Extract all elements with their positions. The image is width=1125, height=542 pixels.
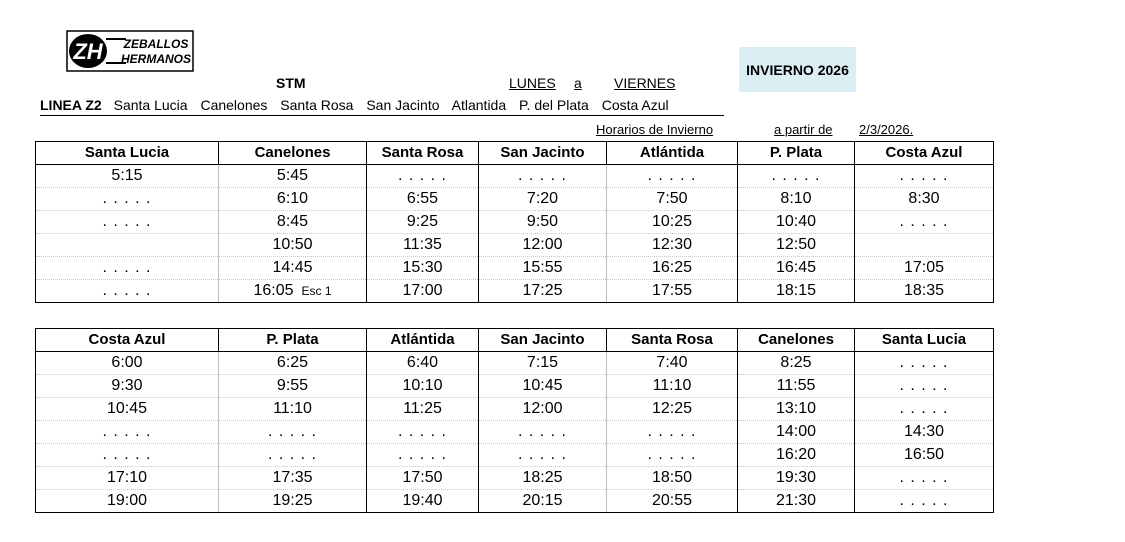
days-separator: a: [574, 75, 582, 91]
column-header: Costa Azul: [855, 142, 994, 165]
time-value: 10:45: [522, 377, 563, 394]
time-value: 10:50: [272, 236, 313, 253]
time-value: 11:55: [776, 377, 816, 394]
time-cell: [855, 375, 994, 398]
time-value: 11:10: [273, 400, 312, 417]
time-value: . . . . .: [397, 446, 447, 463]
timetable-outbound: [35, 141, 994, 303]
time-cell: [855, 188, 994, 211]
time-value: . . . . .: [647, 167, 697, 184]
time-cell: [219, 188, 367, 211]
time-cell: [36, 444, 219, 467]
time-cell: [855, 421, 994, 444]
time-value: 15:55: [522, 259, 563, 276]
time-value: 20:15: [522, 492, 563, 509]
time-cell: [738, 352, 855, 375]
column-header: Atlántida: [367, 329, 479, 352]
route-stop: Costa Azul: [601, 97, 669, 113]
table-row: [36, 421, 994, 444]
time-value: 12:00: [522, 400, 563, 417]
time-cell: [36, 234, 219, 257]
days-to: VIERNES: [614, 75, 676, 91]
time-value: 6:55: [406, 190, 439, 207]
route-stop: Canelones: [200, 97, 268, 113]
time-cell: [219, 444, 367, 467]
column-header: P. Plata: [738, 142, 855, 165]
route-line: [40, 96, 724, 116]
time-value: 7:20: [526, 190, 559, 207]
time-value: 7:50: [656, 190, 688, 207]
time-value: 17:35: [272, 469, 313, 486]
route-stop: Santa Rosa: [280, 97, 354, 113]
table-row: [36, 467, 994, 490]
time-cell: [367, 490, 479, 513]
time-value: 16:45: [775, 259, 817, 276]
time-cell: [607, 398, 738, 421]
table-row: [36, 352, 994, 375]
time-value: 19:40: [402, 492, 443, 509]
time-cell: [479, 444, 607, 467]
time-cell: [36, 211, 219, 234]
time-cell: [855, 467, 994, 490]
time-value: 8:45: [276, 213, 309, 230]
time-cell: [367, 234, 479, 257]
time-value: 5:45: [276, 167, 309, 184]
time-value: 12:25: [651, 400, 693, 417]
time-value: . . . . .: [397, 423, 447, 440]
time-value: . . . . .: [397, 167, 447, 184]
time-value: 18:15: [775, 282, 817, 299]
time-value: 11:25: [403, 400, 442, 417]
time-value: . . . . .: [267, 423, 317, 440]
column-header: Santa Rosa: [607, 329, 738, 352]
time-value: 6:00: [111, 354, 143, 371]
time-value: . . . . .: [899, 167, 949, 184]
valid-from-label: a partir de: [774, 122, 833, 137]
column-header: P. Plata: [219, 329, 367, 352]
column-header: San Jacinto: [479, 329, 607, 352]
time-value: 6:10: [276, 190, 309, 207]
time-cell: [36, 467, 219, 490]
season-badge: [739, 47, 856, 92]
time-cell: [855, 211, 994, 234]
column-header: San Jacinto: [479, 142, 607, 165]
time-cell: [738, 234, 855, 257]
time-cell: [219, 280, 367, 303]
time-cell: [607, 257, 738, 280]
column-header: Santa Lucia: [855, 329, 994, 352]
time-cell: [219, 234, 367, 257]
time-cell: [738, 188, 855, 211]
time-value: 18:35: [903, 282, 945, 299]
column-header: Costa Azul: [36, 329, 219, 352]
time-value: 18:50: [651, 469, 693, 486]
time-cell: [738, 211, 855, 234]
time-value: 17:25: [522, 282, 563, 299]
time-cell: [607, 421, 738, 444]
time-cell: [219, 375, 367, 398]
time-value: 17:05: [903, 259, 945, 276]
time-cell: [607, 211, 738, 234]
schedule-footnote: Esc 1: [301, 284, 332, 298]
time-cell: [855, 398, 994, 421]
time-value: 12:50: [775, 236, 817, 253]
time-cell: [738, 280, 855, 303]
time-cell: [36, 352, 219, 375]
time-value: 17:55: [651, 282, 693, 299]
time-value: 13:10: [775, 400, 817, 417]
time-value: . . . . .: [647, 423, 697, 440]
time-value: 6:40: [406, 354, 439, 371]
time-value: 16:25: [651, 259, 693, 276]
time-value: . . . . .: [899, 354, 949, 371]
time-cell: [367, 352, 479, 375]
column-header: Canelones: [738, 329, 855, 352]
time-cell: [479, 467, 607, 490]
time-value: . . . . .: [102, 282, 152, 299]
time-value: 7:15: [526, 354, 559, 371]
time-cell: [479, 352, 607, 375]
time-cell: [607, 352, 738, 375]
time-value: 16:20: [775, 446, 817, 463]
table-row: [36, 444, 994, 467]
table-row: [36, 398, 994, 421]
time-cell: [738, 398, 855, 421]
time-value: 8:30: [908, 190, 940, 207]
time-value: 6:25: [276, 354, 309, 371]
time-cell: [219, 352, 367, 375]
time-cell: [738, 375, 855, 398]
time-value: . . . . .: [647, 446, 697, 463]
time-value: 19:00: [106, 492, 148, 509]
time-value: 19:30: [775, 469, 817, 486]
company-logo: [66, 30, 194, 72]
time-value: 8:10: [780, 190, 812, 207]
time-value: . . . . .: [267, 446, 317, 463]
time-cell: [738, 165, 855, 188]
time-value: . . . . .: [771, 167, 821, 184]
time-cell: [36, 165, 219, 188]
time-cell: [36, 490, 219, 513]
time-cell: [479, 257, 607, 280]
time-value: 10:10: [402, 377, 443, 394]
time-cell: [738, 257, 855, 280]
time-cell: [607, 188, 738, 211]
time-value: 11:35: [403, 236, 442, 253]
time-cell: [479, 234, 607, 257]
operator-label: STM: [276, 75, 306, 91]
time-value: 16:50: [903, 446, 945, 463]
time-value: 15:30: [402, 259, 443, 276]
table-row: [36, 257, 994, 280]
table-row: [36, 234, 994, 257]
time-value: . . . . .: [517, 423, 567, 440]
logo-line2: HERMANOS: [120, 52, 192, 66]
column-header: Santa Rosa: [367, 142, 479, 165]
time-value: 8:25: [780, 354, 812, 371]
time-value: 10:25: [651, 213, 693, 230]
time-cell: [855, 444, 994, 467]
time-cell: [36, 280, 219, 303]
time-cell: [367, 467, 479, 490]
timetable-return: [35, 328, 994, 513]
column-header: Atlántida: [607, 142, 738, 165]
time-value: . . . . .: [102, 446, 152, 463]
time-cell: [607, 467, 738, 490]
time-value: . . . . .: [102, 213, 152, 230]
time-cell: [855, 257, 994, 280]
time-value: 18:25: [522, 469, 563, 486]
time-value: 9:55: [276, 377, 309, 394]
line-code: LINEA Z2: [40, 97, 102, 113]
time-cell: [219, 421, 367, 444]
time-value: 7:40: [656, 354, 688, 371]
time-cell: [738, 467, 855, 490]
time-cell: [479, 211, 607, 234]
time-cell: [479, 421, 607, 444]
time-cell: [738, 490, 855, 513]
time-cell: [479, 188, 607, 211]
time-value: 17:00: [402, 282, 443, 299]
time-cell: [367, 444, 479, 467]
time-cell: [36, 188, 219, 211]
days-from: LUNES: [509, 75, 556, 91]
time-cell: [855, 352, 994, 375]
time-cell: [367, 211, 479, 234]
column-header: Santa Lucia: [36, 142, 219, 165]
logo-line1: ZEBALLOS: [123, 37, 189, 51]
table-row: [36, 280, 994, 303]
route-stop: Santa Lucia: [113, 97, 188, 113]
time-cell: [219, 211, 367, 234]
time-value: . . . . .: [102, 190, 152, 207]
time-cell: [479, 398, 607, 421]
time-cell: [607, 234, 738, 257]
time-cell: [219, 467, 367, 490]
time-cell: [36, 375, 219, 398]
time-value: 5:15: [111, 167, 143, 184]
time-cell: [479, 375, 607, 398]
time-value: . . . . .: [899, 469, 949, 486]
time-value: 20:55: [651, 492, 693, 509]
time-cell: [855, 280, 994, 303]
schedule-note: Horarios de Invierno: [596, 122, 714, 137]
time-cell: [36, 421, 219, 444]
column-header: Canelones: [219, 142, 367, 165]
time-cell: [367, 421, 479, 444]
time-cell: [367, 280, 479, 303]
time-cell: [855, 165, 994, 188]
time-value: 9:25: [406, 213, 439, 230]
time-cell: [607, 280, 738, 303]
logo-initials: ZH: [73, 39, 103, 64]
route-stop: P. del Plata: [519, 97, 589, 113]
time-value: 16:05: [253, 282, 294, 299]
time-cell: [219, 398, 367, 421]
time-cell: [219, 165, 367, 188]
time-value: 14:30: [903, 423, 945, 440]
time-value: 12:00: [522, 236, 563, 253]
time-value: 14:45: [272, 259, 313, 276]
table-row: [36, 490, 994, 513]
table-row: [36, 211, 994, 234]
time-value: 9:50: [526, 213, 559, 230]
time-value: 10:40: [775, 213, 817, 230]
time-cell: [479, 165, 607, 188]
time-value: . . . . .: [517, 167, 567, 184]
season-label: INVIERNO 2026: [746, 61, 849, 78]
time-cell: [738, 421, 855, 444]
time-value: . . . . .: [899, 400, 949, 417]
table-row: [36, 188, 994, 211]
time-value: . . . . .: [899, 213, 949, 230]
time-cell: [219, 257, 367, 280]
time-value: . . . . .: [102, 423, 152, 440]
time-cell: [367, 375, 479, 398]
table-row: [36, 165, 994, 188]
table-row: [36, 375, 994, 398]
time-cell: [479, 280, 607, 303]
time-value: 17:10: [106, 469, 148, 486]
time-cell: [738, 444, 855, 467]
time-cell: [367, 398, 479, 421]
time-value: 12:30: [651, 236, 693, 253]
time-cell: [607, 444, 738, 467]
time-value: 14:00: [775, 423, 817, 440]
time-cell: [36, 257, 219, 280]
time-cell: [607, 375, 738, 398]
time-value: 21:30: [775, 492, 817, 509]
time-cell: [219, 490, 367, 513]
time-cell: [607, 490, 738, 513]
time-value: . . . . .: [899, 492, 949, 509]
time-cell: [607, 165, 738, 188]
time-value: . . . . .: [899, 377, 949, 394]
valid-from-date: 2/3/2026.: [859, 122, 914, 137]
time-cell: [367, 188, 479, 211]
time-cell: [367, 257, 479, 280]
route-stop: San Jacinto: [366, 97, 440, 113]
time-cell: [855, 490, 994, 513]
time-value: 9:30: [111, 377, 143, 394]
time-cell: [479, 490, 607, 513]
time-value: 10:45: [106, 400, 148, 417]
time-value: . . . . .: [517, 446, 567, 463]
time-value: 17:50: [402, 469, 443, 486]
route-stop: Atlantida: [451, 97, 507, 113]
time-cell: [367, 165, 479, 188]
time-cell: [855, 234, 994, 257]
time-value: 19:25: [272, 492, 313, 509]
time-value: 11:10: [652, 377, 692, 394]
time-value: . . . . .: [102, 259, 152, 276]
time-cell: [36, 398, 219, 421]
